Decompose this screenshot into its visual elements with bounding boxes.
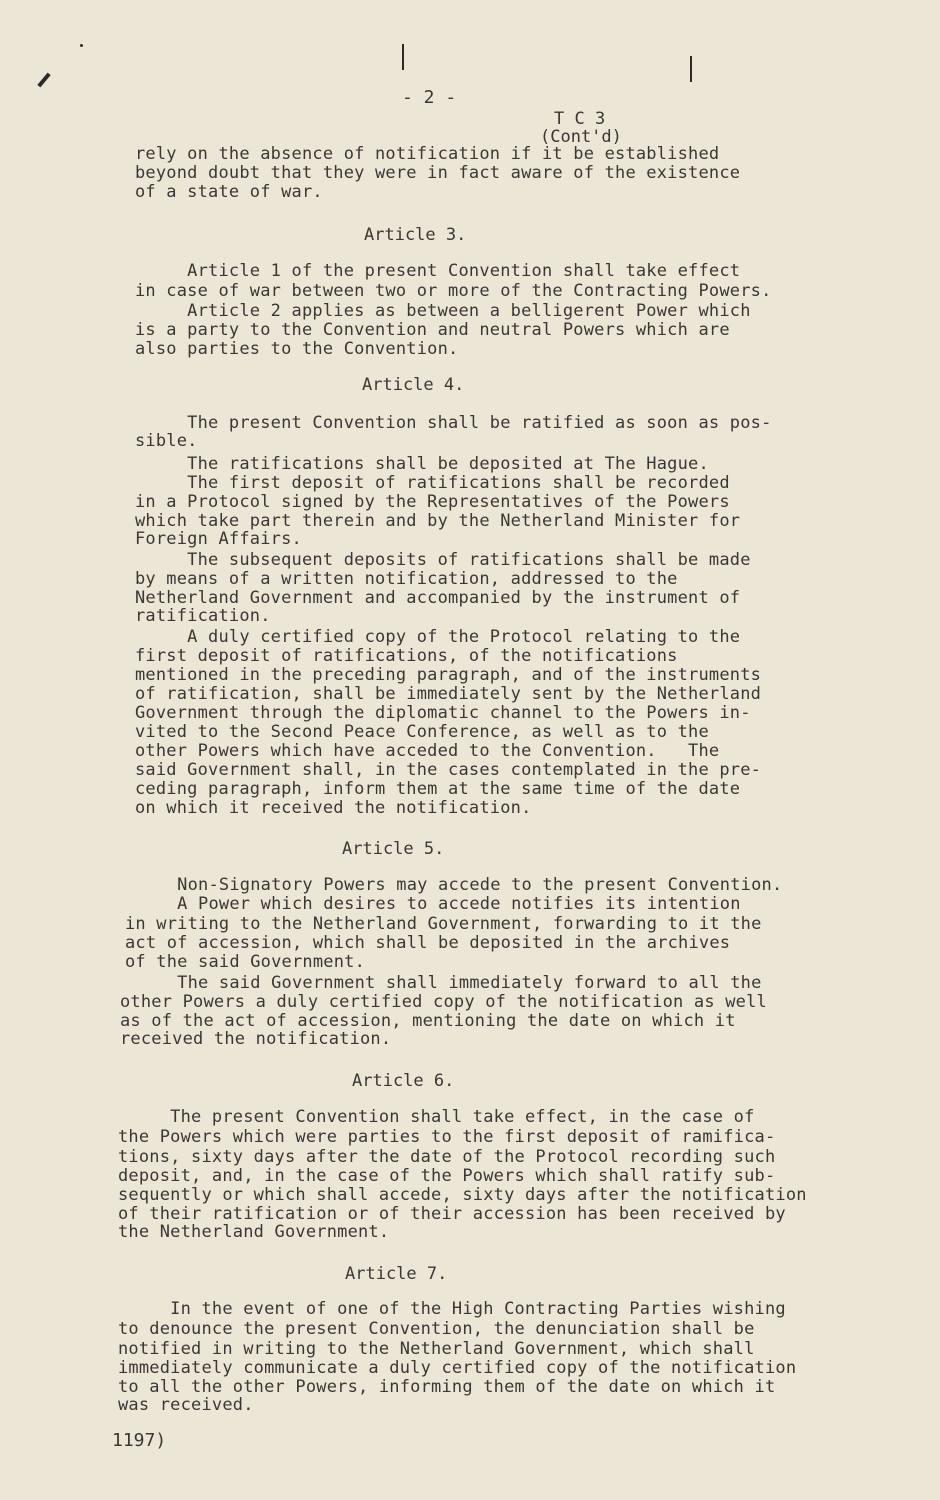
article-7-heading: Article 7. bbox=[345, 1264, 448, 1284]
text-line: Article 1 of the present Convention shall take effect bbox=[135, 261, 741, 281]
text-line: The said Government shall immediately forward to all the bbox=[125, 973, 762, 993]
punch-mark-1 bbox=[402, 44, 404, 70]
text-line: The subsequent deposits of ratifications shall be made bbox=[135, 550, 751, 570]
punch-mark-2 bbox=[690, 56, 692, 82]
text-line: ratification. bbox=[135, 606, 271, 626]
text-line: tions, sixty days after the date of the Protocol recording such bbox=[118, 1147, 776, 1167]
text-line: The present Convention shall take effect, in the case of bbox=[118, 1107, 755, 1127]
page-number: - 2 - bbox=[402, 87, 457, 108]
text-line: Netherland Government and accompanied by the instrument of bbox=[135, 588, 741, 608]
text-line: immediately communicate a duly certified copy of the notification bbox=[118, 1358, 797, 1378]
text-line: other Powers a duly certified copy of the notification as well bbox=[120, 992, 767, 1012]
text-line: deposit, and, in the case of the Powers which shall ratify sub- bbox=[118, 1166, 776, 1186]
text-line: to all the other Powers, informing them of the date on which it bbox=[118, 1377, 776, 1397]
article-4-heading: Article 4. bbox=[362, 375, 465, 395]
text-line: Government through the diplomatic channel to the Powers in- bbox=[135, 703, 751, 723]
text-line: The first deposit of ratifications shall be recorded bbox=[135, 473, 730, 493]
text-line: of a state of war. bbox=[135, 182, 323, 202]
text-line: sible. bbox=[135, 431, 198, 451]
text-line: Article 2 applies as between a belligerent Power which bbox=[135, 301, 751, 321]
text-line: was received. bbox=[118, 1395, 254, 1415]
text-line: received the notification. bbox=[120, 1029, 392, 1049]
text-line: the Powers which were parties to the first deposit of ramifica- bbox=[118, 1127, 776, 1147]
text-line: in case of war between two or more of the Contracting Powers. bbox=[135, 281, 772, 301]
text-line: Non-Signatory Powers may accede to the present Convention. bbox=[125, 875, 783, 895]
text-line: which take part therein and by the Netherland Minister for bbox=[135, 511, 741, 531]
text-line: ceding paragraph, inform them at the same time of the date bbox=[135, 779, 741, 799]
text-line: on which it received the notification. bbox=[135, 798, 532, 818]
article-3-heading: Article 3. bbox=[364, 225, 467, 245]
text-line: Foreign Affairs. bbox=[135, 529, 302, 549]
text-line: is a party to the Convention and neutral Powers which are bbox=[135, 320, 730, 340]
text-line: beyond doubt that they were in fact aware of the existence bbox=[135, 163, 741, 183]
article-5-heading: Article 5. bbox=[342, 839, 445, 859]
text-line: mentioned in the preceding paragraph, and of the instruments bbox=[135, 665, 762, 685]
text-line: also parties to the Convention. bbox=[135, 339, 459, 359]
ink-dot bbox=[80, 44, 83, 47]
text-line: sequently or which shall accede, sixty days after the notification bbox=[118, 1185, 807, 1205]
text-line: of the said Government. bbox=[125, 952, 366, 972]
text-line: the Netherland Government. bbox=[118, 1222, 390, 1242]
text-line: A duly certified copy of the Protocol relating to the bbox=[135, 627, 741, 647]
text-line: to denounce the present Convention, the denunciation shall be bbox=[118, 1319, 755, 1339]
text-line: rely on the absence of notification if it be established bbox=[135, 144, 720, 164]
text-line: in writing to the Netherland Government, forwarding to it the bbox=[125, 914, 762, 934]
text-line: of ratification, shall be immediately sent by the Netherland bbox=[135, 684, 762, 704]
article-6-heading: Article 6. bbox=[352, 1071, 455, 1091]
text-line: other Powers which have acceded to the Convention. The bbox=[135, 741, 720, 761]
text-line: The ratifications shall be deposited at The Hague. bbox=[135, 454, 709, 474]
text-line: first deposit of ratifications, of the notifications bbox=[135, 646, 678, 666]
text-line: act of accession, which shall be deposited in the archives bbox=[125, 933, 731, 953]
text-line: notified in writing to the Netherland Government, which shall bbox=[118, 1339, 755, 1359]
text-line: The present Convention shall be ratified as soon as pos- bbox=[135, 413, 772, 433]
text-line: of their ratification or of their accession has been received by bbox=[118, 1204, 786, 1224]
text-line: as of the act of accession, mentioning the date on which it bbox=[120, 1011, 736, 1031]
text-line: A Power which desires to accede notifies its intention bbox=[125, 894, 741, 914]
text-line: in a Protocol signed by the Representatives of the Powers bbox=[135, 492, 730, 512]
text-line: vited to the Second Peace Conference, as well as to the bbox=[135, 722, 709, 742]
text-line: In the event of one of the High Contracting Parties wishing bbox=[118, 1299, 786, 1319]
footer-code: 1197) bbox=[112, 1430, 167, 1451]
ink-mark-left bbox=[37, 73, 50, 88]
reference-code: T C 3 bbox=[554, 109, 606, 129]
text-line: said Government shall, in the cases contemplated in the pre- bbox=[135, 760, 762, 780]
text-line: by means of a written notification, addressed to the bbox=[135, 569, 678, 589]
continued-label: (Cont'd) bbox=[540, 127, 622, 147]
